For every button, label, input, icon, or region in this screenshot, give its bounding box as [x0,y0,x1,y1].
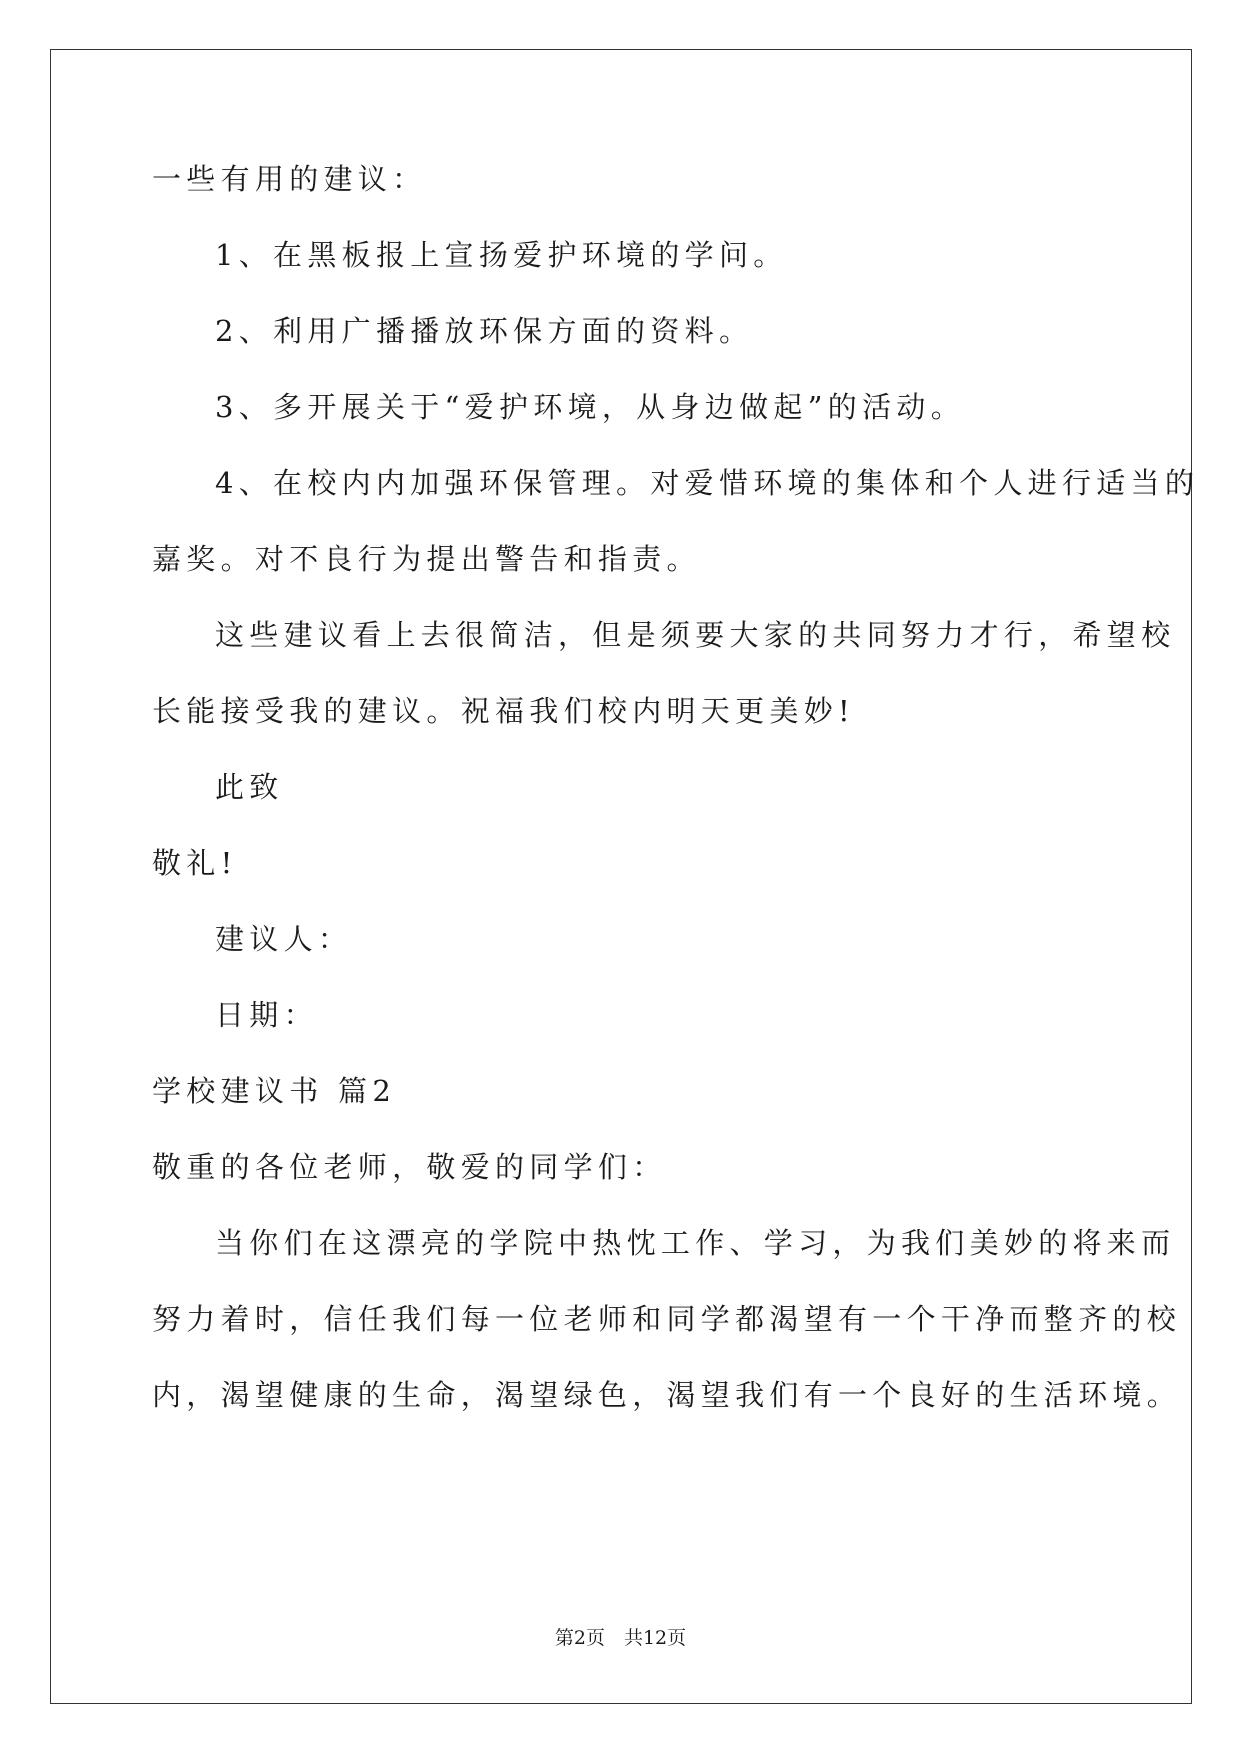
paragraph-line: 嘉奖。对不良行为提出警告和指责。 [152,542,701,576]
paragraph-line: 这些建议看上去很简洁，但是须要大家的共同努力才行，希望校 [215,618,1176,652]
document-body [152,162,1200,1454]
paragraph-line: 2、利用广播播放环保方面的资料。 [215,314,754,348]
date-line: 日期： [215,998,318,1032]
greeting-line: 敬重的各位老师，敬爱的同学们： [152,1150,667,1184]
paragraph-line: 1、在黑板报上宣扬爱护环境的学问。 [215,238,788,272]
section-heading: 学校建议书 篇2 [152,1074,397,1108]
paragraph-line: 努力着时，信任我们每一位老师和同学都渴望有一个干净而整齐的校 [152,1302,1182,1336]
salutation-line: 敬礼! [152,846,238,880]
page-number: 第2页 共12页 [554,1627,687,1649]
paragraph-line: 一些有用的建议： [152,162,427,196]
paragraph-line: 4、在校内内加强环保管理。对爱惜环境的集体和个人进行适当的 [215,466,1200,500]
signature-line: 建议人： [215,922,353,956]
paragraph-line: 内，渴望健康的生命，渴望绿色，渴望我们有一个良好的生活环境。 [152,1378,1182,1412]
paragraph-line: 3、多开展关于“爱护环境，从身边做起”的活动。 [215,390,966,424]
paragraph-line: 长能接受我的建议。祝福我们校内明天更美妙! [152,694,855,728]
closing-line: 此致 [215,770,284,804]
paragraph-line: 当你们在这漂亮的学院中热忱工作、学习，为我们美妙的将来而 [215,1226,1176,1260]
